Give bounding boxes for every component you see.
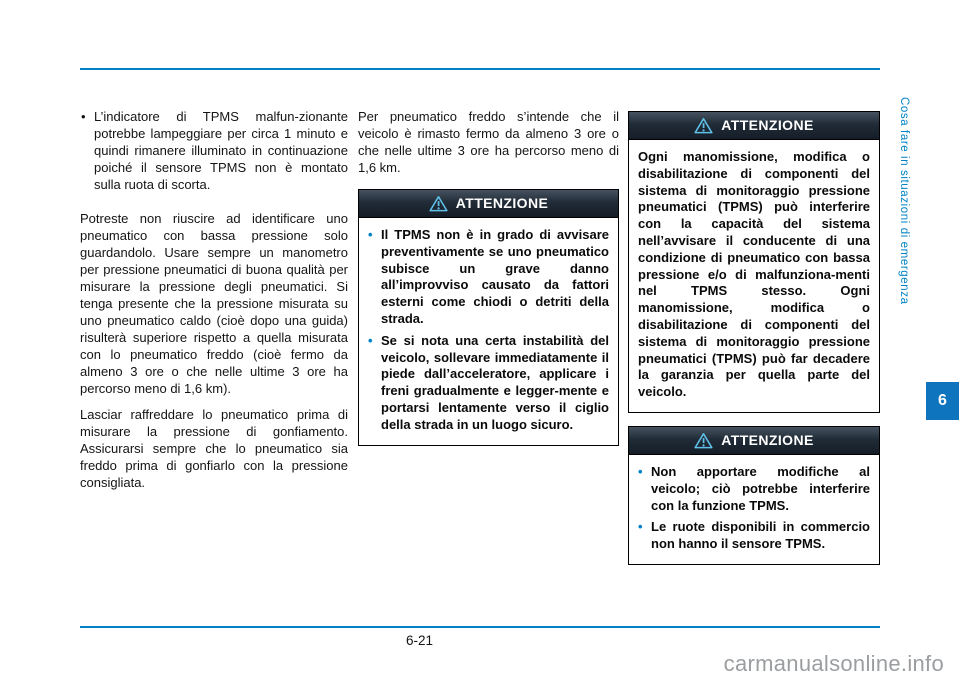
caution-title: ATTENZIONE	[455, 195, 549, 211]
caution-title: ATTENZIONE	[721, 117, 814, 133]
caution-header	[629, 427, 879, 455]
caution-bullet-item	[638, 519, 870, 553]
top-rule	[80, 68, 880, 70]
caution-body	[359, 218, 618, 445]
caution-header	[359, 190, 618, 218]
caution-box	[358, 189, 619, 446]
warning-triangle-icon	[694, 117, 713, 134]
caution-title: ATTENZIONE	[721, 431, 814, 448]
page-number: 6-21	[406, 633, 434, 648]
list-item	[80, 108, 348, 193]
caution-bullet-text: • Le ruote disponibili in commercio non hanno il sensore TPMS.	[651, 519, 870, 552]
paragraph: Lasciar raffreddare lo pneumatico prima di misurare la pressione di gonfiamento. Assicurarsi sempre che lo pneumatico sia freddo prima di gonfiarlo con la pressione consigliata.	[80, 407, 348, 490]
caution-body	[629, 455, 879, 564]
caution-bullet-text: • Non apportare modifiche al veicolo; ciò potrebbe interferire con la funzione TPMS.	[651, 463, 870, 513]
warning-triangle-icon	[429, 195, 448, 212]
caution-bullet-text: • Se si nota una certa instabilità del veicolo, sollevare immediatamente il piede dall’acceleratore, applicare i freni gradualmente e legger-mente e portarsi lentamente verso il ciglio della strada in un luogo sicuro.	[381, 332, 609, 432]
caution-bullet-item	[368, 227, 609, 328]
warning-triangle-icon	[694, 432, 713, 449]
caution-bullet-item	[368, 333, 609, 434]
chapter-number-tab: 6	[926, 382, 959, 420]
caution-body	[629, 140, 879, 412]
paragraph: Potreste non riuscire ad identificare uno pneumatico con bassa pressione solo guardandolo. Usare sempre un manometro per pressione pneumatici di buona qualità per misurare la pressione degli pneumatici. Si tenga presente che la pressione misurata su uno pneumatico caldo (cioè dopo una guida) risulterà superiore rispetto a quella misurata con lo pneumatico freddo (cioè fermo da almeno 3 ore o che nelle ultime 3 ore ha percorso meno di 1,6 km).	[80, 211, 348, 396]
list-item-text: • L’indicatore di TPMS malfun-zionante potrebbe lampeggiare per circa 1 minuto e quindi rimanere illuminato in continuazione poiché il sensore TPMS non è montato sulla ruota di scorta.	[94, 109, 348, 192]
watermark-text: carmanualsonline.info	[723, 651, 944, 676]
caution-bullet-item	[638, 464, 870, 514]
caution-header	[629, 112, 879, 140]
sidebar-chapter-label: Cosa fare in situazioni di emergenza	[898, 97, 910, 305]
column-left	[80, 108, 348, 491]
caution-bullet-text: • Il TPMS non è in grado di avvisare preventivamente se uno pneumatico subisce un grave danno all’improvviso causato da fattori esterni come chiodi o detriti della strada.	[381, 227, 609, 326]
column-right	[628, 111, 880, 565]
bottom-rule	[80, 626, 880, 628]
caution-box	[628, 111, 880, 413]
column-middle	[358, 108, 619, 446]
paragraph: Per pneumatico freddo s’intende che il veicolo è rimasto fermo da almeno 3 ore o che nelle ultime 3 ore ha percorso meno di 1,6 km.	[358, 109, 619, 175]
caution-text: Ogni manomissione, modifica o disabilitazione di componenti del sistema di monitoraggio pressione pneumatici (TPMS) può interferire con la capacità del sistema nell’avvisare il conducente di una condizione di pneumatico con bassa pressione e/o di malfunziona-menti nel TPMS stesso. Ogni manomissione, modifica o disabilitazione di componenti del sistema di monitoraggio pressione pneumatici (TPMS) può far decadere la garanzia per quella parte del veicolo.	[638, 149, 870, 400]
caution-box	[628, 426, 880, 565]
